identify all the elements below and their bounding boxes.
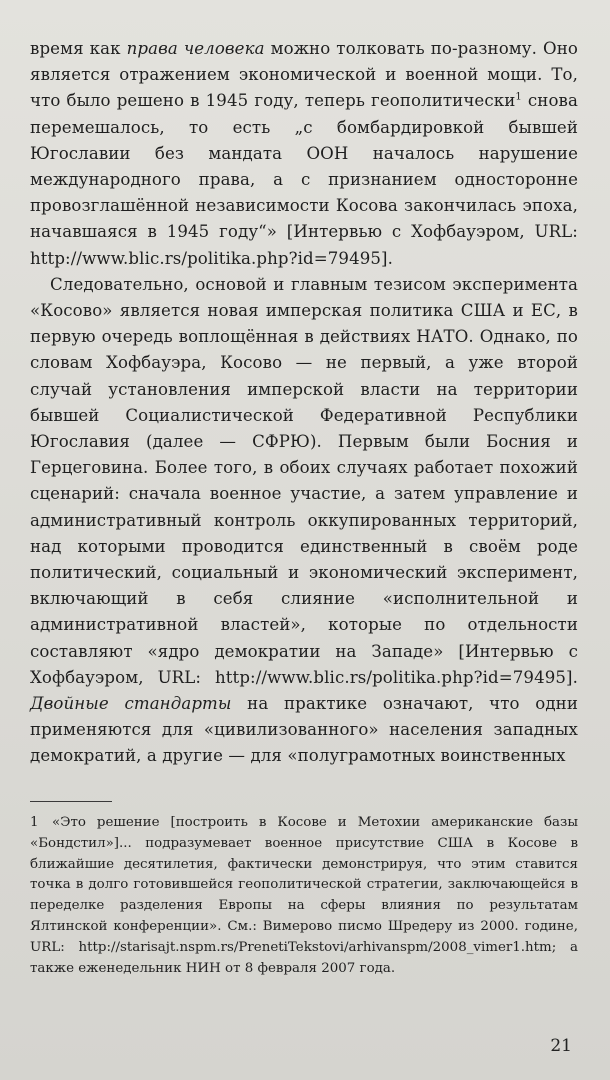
footnote-text: «Это решение [построить в Косове и Метохии американские базы «Бондстил»]... подразумевает военное присутствие США в Косове в ближайшие десятилетия, фактически демонстрируя, что этим ставится точка в долго готовившейся геополитической стратегии, заключающейся в переделке разделения Европы на сферы влияния по результатам Ялтинской конференции». См.: Вимерово писмо Шредеру из 2000. године, URL: http://starisajt.nspm.rs/PrenetiTekstovi/arhivanspm/2008_vimer1.htm; а также еженедельник НИН от 8 февраля 2007 года.	[30, 815, 578, 976]
paragraph-2	[30, 272, 578, 770]
page-number: 21	[550, 1036, 572, 1056]
p2-emphasis: Двойные стандарты	[30, 694, 232, 714]
footnote-number: 1	[30, 815, 39, 830]
footnote-divider	[30, 801, 112, 802]
p1-emphasis: права человека	[126, 39, 265, 58]
footnote-ref: 1	[515, 91, 522, 103]
p1-text-1: время как	[30, 39, 127, 58]
p1-text-3: снова перемешалось, то есть „с бомбардировкой бывшей Югославии без мандата ООН началось нарушение международного права, а с признанием односторонне провозглашённой независимости Косова закончилась эпоха, начавшаяся в 1945 году“» [Интервью с Хофбауэром, URL: http://www.blic.rs/politika.php?id=79495].	[30, 91, 578, 268]
footnote	[30, 813, 578, 979]
main-text	[30, 36, 578, 770]
p1-text-2: можно толковать по-разному. Оно является отражением экономической и военной мощи. То, что было решено в 1945 году, теперь геополитически	[30, 39, 578, 111]
p2-text-1: Следовательно, основой и главным тезисом эксперимента «Косово» является новая имперская политика США и ЕС, в первую очередь воплощённая в действиях НАТО. Однако, по словам Хофбауэра, Косово — не первый, а уже второй случай установления имперской власти на территории бывшей Социалистической Федеративной Республики Югославия (далее — СФРЮ). Первым были Босния и Герцеговина. Более того, в обоих случаях работает похожий сценарий: сначала военное участие, а затем управление и административный контроль оккупированных территорий, над которыми проводится единственный в своём роде политический, социальный и экономический эксперимент, включающий в себя слияние «исполнительной и административной властей», которые по отдельности составляют «ядро демократии на Западе» [Интервью с Хофбауэром, URL: http://www.blic.rs/politika.php?id=79495].	[30, 274, 578, 687]
p2-text-2: на практике означают, что одни применяются для «цивилизованного» населения западных демократий, а другие — для «полуграмотных воинственных	[30, 694, 579, 766]
paragraph-1	[30, 36, 578, 272]
